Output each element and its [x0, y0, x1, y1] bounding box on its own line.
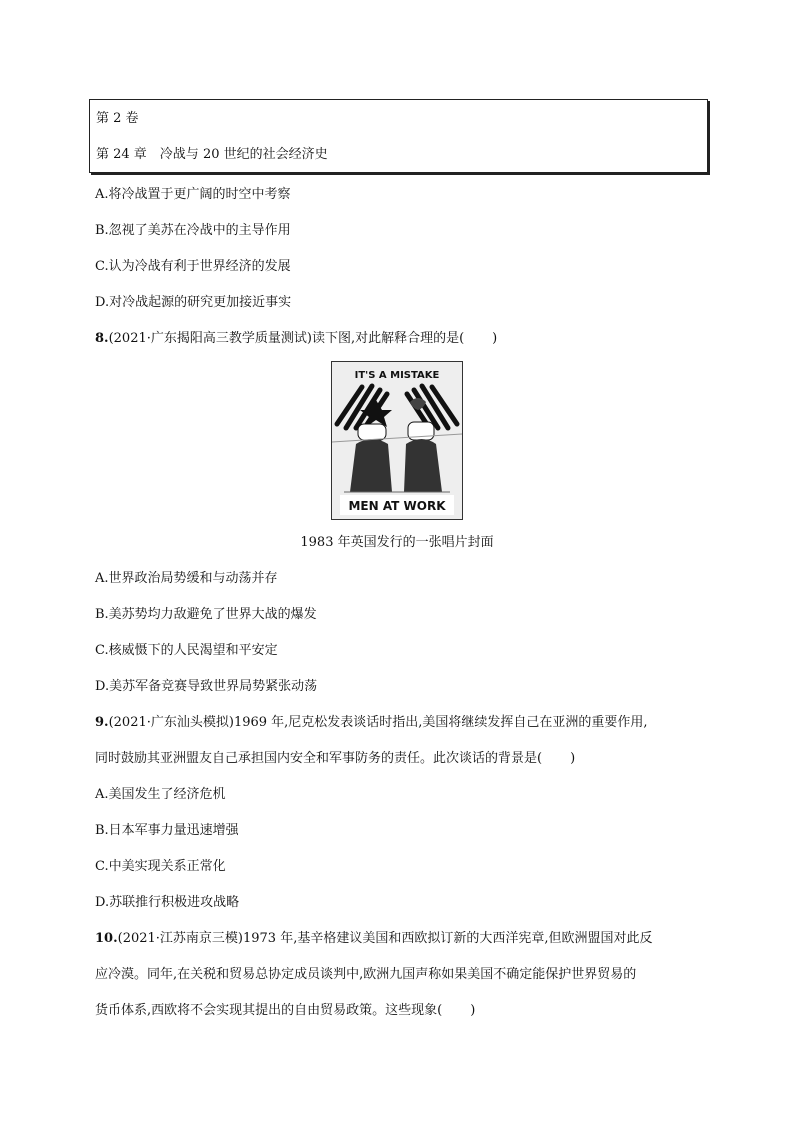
q8-option-d: D.美苏军备竞赛导致世界局势紧张动荡 [95, 679, 318, 694]
q8-option-a: A.世界政治局势缓和与动荡并存 [95, 571, 278, 586]
q8-stem [95, 331, 497, 347]
q10-stem-line2: 应冷漠。同年,在关税和贸易总协定成员谈判中,欧洲九国声称如果美国不确定能保护世界贸易的 [95, 967, 637, 982]
q8-stem-end: ) [492, 331, 498, 346]
q9-option-b: B.日本军事力量迅速增强 [95, 823, 239, 838]
q10-stem-line1 [95, 931, 652, 947]
chapter-title: 第 24 章 冷战与 20 世纪的社会经济史 [96, 147, 328, 162]
q9-number: 9. [95, 715, 109, 730]
record-cover-illustration [332, 362, 462, 519]
q8-option-b: B.美苏势均力敌避免了世界大战的爆发 [95, 607, 317, 622]
q9-stem-text1: (2021·广东汕头模拟)1969 年,尼克松发表谈话时指出,美国将继续发挥自己在亚洲的重要作用, [108, 715, 648, 730]
q7-option-a: A.将冷战置于更广阔的时空中考察 [95, 187, 291, 202]
q8-stem-text: (2021·广东揭阳高三教学质量测试)读下图,对此解释合理的是( [108, 331, 465, 346]
figure-bottom-text: MEN AT WORK [348, 499, 446, 513]
q10-stem-text3: 货币体系,西欧将不会实现其提出的自由贸易政策。这些现象( [95, 1003, 443, 1018]
figure-caption: 1983 年英国发行的一张唱片封面 [300, 535, 494, 550]
record-cover-image [331, 361, 463, 520]
q9-option-d: D.苏联推行积极进攻战略 [95, 895, 240, 910]
q8-option-c: C.核威慑下的人民渴望和平安定 [95, 643, 278, 658]
q9-option-a: A.美国发生了经济危机 [95, 787, 226, 802]
q10-stem-line3 [95, 1003, 475, 1019]
q7-option-d: D.对冷战起源的研究更加接近事实 [95, 295, 292, 310]
q7-option-b: B.忽视了美苏在冷战中的主导作用 [95, 223, 291, 238]
header-box [89, 99, 708, 173]
q8-number: 8. [95, 331, 109, 346]
q9-stem-text2: 同时鼓励其亚洲盟友自己承担国内安全和军事防务的责任。此次谈话的背景是( [95, 751, 543, 766]
q9-stem-line2 [95, 751, 575, 767]
volume-label: 第 2 卷 [96, 111, 139, 126]
q9-stem-end: ) [570, 751, 576, 766]
figure-top-text: IT'S A MISTAKE [354, 370, 440, 381]
q7-option-c: C.认为冷战有利于世界经济的发展 [95, 259, 291, 274]
q9-stem-line1 [95, 715, 648, 731]
q10-stem-text1: (2021·江苏南京三模)1973 年,基辛格建议美国和西欧拟订新的大西洋宪章,但欧洲盟国对此反 [117, 931, 653, 946]
q9-option-c: C.中美实现关系正常化 [95, 859, 226, 874]
q10-number: 10. [95, 931, 118, 946]
q10-stem-end: ) [470, 1003, 476, 1018]
